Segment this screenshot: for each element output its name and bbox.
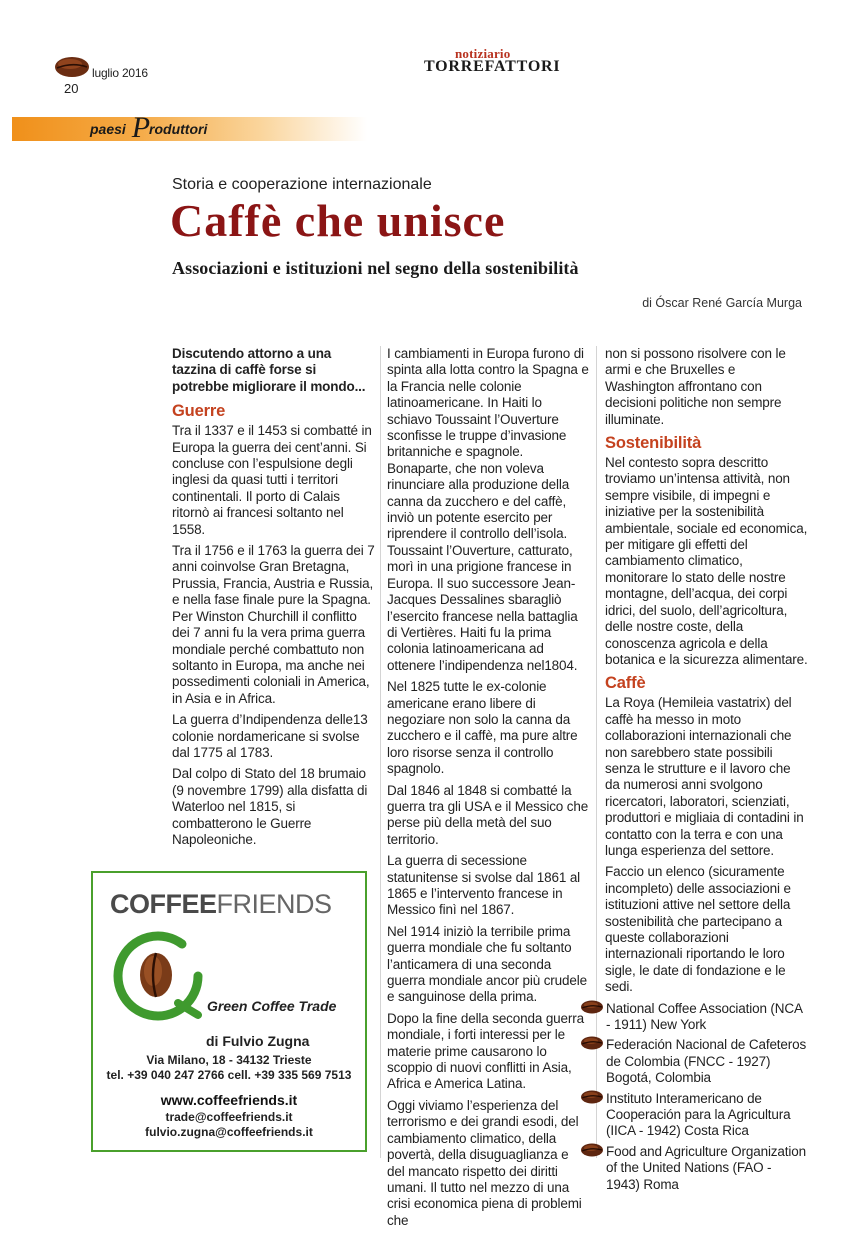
heading-sostenibilita: Sostenibilità — [605, 434, 702, 453]
coffee-bean-logo-icon — [52, 54, 92, 80]
association-text: National Coffee Association (NCA - 1911) New York — [606, 1000, 803, 1033]
coffee-bean-bullet-icon — [579, 999, 605, 1015]
list-item — [585, 1091, 808, 1140]
paragraph: Dal 1846 al 1848 si combatté la guerra tra gli USA e il Messico che perse più della metà del suo territorio. — [387, 782, 589, 847]
ad-tagline: Green Coffee Trade — [207, 998, 337, 1014]
ad-brand-bold: COFFEE — [110, 889, 217, 919]
association-list — [605, 1001, 808, 1193]
ad-brand-light: FRIENDS — [216, 889, 332, 919]
paragraph: La guerra d’Indipendenza delle13 colonie nordamericane si svolse dal 1775 al 1783. — [172, 712, 368, 760]
paragraph: La Roya (Hemileia vastatrix) del caffè ha messo in moto collaborazioni internazionali che non sarebbero state possibili senza le strutture e il lavoro che da numerosi anni svolgono ricercatori, laboratori, scienziati, produttori e migliaia di contadini in contatto con la terra e con una lunga esperienza del settore. — [605, 695, 804, 858]
heading-caffe: Caffè — [605, 674, 646, 693]
paragraph: Dal colpo di Stato del 18 brumaio (9 novembre 1799) alla disfatta di Waterloo nel 1815, si combatterono le Guerre Napoleoniche. — [172, 766, 368, 847]
page-number: 20 — [64, 81, 79, 96]
association-text: Food and Agriculture Organization of the United Nations (FAO - 1943) Roma — [606, 1143, 806, 1192]
article-kicker: Storia e cooperazione internazionale — [172, 176, 432, 193]
ad-website-link[interactable]: www.coffeefriends.it — [160, 1092, 298, 1108]
article-column-3 — [605, 346, 808, 1197]
coffeefriends-advertisement — [91, 871, 367, 1152]
section-label-initial: P — [131, 111, 151, 144]
list-item — [585, 1144, 808, 1193]
article-byline: di Óscar René García Murga — [642, 296, 802, 310]
coffee-bean-bullet-icon — [579, 1142, 605, 1158]
coffee-bean-circle-logo-icon — [112, 931, 204, 1021]
ad-emails — [93, 1110, 365, 1139]
paragraph: Nel 1825 tutte le ex-colonie americane erano libere di negoziare non solo la canna da zucchero e il caffè, ma pure altre loro risorse senza il controllo spagnolo. — [387, 679, 578, 777]
article-subtitle: Associazioni e istituzioni nel segno della sostenibilità — [172, 258, 579, 278]
paragraph: Nel contesto sopra descritto troviamo un’intensa attività, non sempre visibile, di impegni e iniziative per la sostenibilità ambientale, sociale ed economica, per mitigare gli effetti del cambiamento climatico, monitorare lo stato delle nostre montagne, dell’acqua, dei corpi idrici, del suolo, dell’agricoltura, delle nostre coste, della conoscenza agricola e della botanica e la sicurezza alimentare. — [605, 455, 808, 667]
section-label-part1: paesi — [90, 121, 126, 137]
paragraph: I cambiamenti in Europa furono di spinta alla lotta contro la Spagna e la Francia nelle colonie latinoamericane. In Haiti lo schiavo Toussaint l’Ouverture sconfisse le truppe d’invasione britanniche e spagnole. Bonaparte, che non voleva rinunciare alla produzione della canna da zucchero e del caffè, inviò un potente esercito per riprendere il controllo dell’isola. Toussaint l’Ouverture, catturato, morì in una prigione francese in Europa. Il suo successore Jean-Jacques Dessalines sbaragliò l’esercito francese nella battaglia di Vertières. Haiti fu la prima colonia latinoamericana ad ottenere l’indipendenza nel1804. — [387, 346, 589, 673]
paragraph: Oggi viviamo l’esperienza del terrorismo e dei grandi esodi, del cambiamento climatico, della povertà, della disuguaglianza e del mancato rispetto dei diritti umani. Il tutto nel mezzo di una crisi economica piena di problemi che — [387, 1097, 582, 1228]
masthead-title: TORREFATTORI — [424, 58, 561, 75]
ad-brand — [110, 889, 332, 920]
paragraph: Dopo la fine della seconda guerra mondiale, i forti interessi per le materie prime causarono lo scoppio di nuovi conflitti in Asia, Africa e America Latina. — [387, 1010, 584, 1092]
association-text: Federación Nacional de Cafeteros de Colombia (FNCC - 1927) Bogotá, Colombia — [606, 1037, 807, 1086]
column-divider — [380, 346, 381, 1158]
ad-address — [93, 1053, 365, 1083]
association-text: Instituto Interamericano de Cooperación para la Agricultura (IICA - 1942) Costa Rica — [606, 1090, 791, 1139]
article-lead: Discutendo attorno a una tazzina di caffè forse si potrebbe migliorare il mondo... — [172, 346, 366, 394]
masthead-small: notiziario — [455, 46, 511, 61]
ad-street: Via Milano, 18 - 34132 Trieste — [146, 1053, 312, 1067]
section-label — [90, 111, 208, 144]
paragraph: Nel 1914 iniziò la terribile prima guerra mondiale che fu soltanto l’anticamera di una seconda guerra mondiale ancor più crudele e sanguinose della prima. — [387, 923, 587, 1005]
paragraph: Faccio un elenco (sicuramente incompleto) delle associazioni e istituzioni attive nel settore della sostenibilità che partecipano a queste collaborazioni internazionali riportando le loro sigle, le date di fondazione e le sedi. — [605, 864, 791, 995]
article-title: Caffè che unisce — [170, 195, 506, 246]
paragraph: La guerra di secessione statunitense si svolse dal 1861 al 1865 e l’intervento francese in Messico finì nel 1867. — [387, 853, 581, 918]
coffee-bean-bullet-icon — [579, 1089, 605, 1105]
paragraph: Tra il 1337 e il 1453 si combatté in Europa la guerra dei cent’anni. Si concluse con l’espulsione degli inglesi da quasi tutti i territori continentali. Il porto di Calais ritornò ai francesi soltanto nel 1558. — [172, 423, 372, 537]
coffee-bean-bullet-icon — [579, 1035, 605, 1051]
ad-email-trade[interactable]: trade@coffeefriends.it — [165, 1110, 293, 1124]
list-item — [585, 1037, 808, 1086]
paragraph: Tra il 1756 e il 1763 la guerra dei 7 anni coinvolse Gran Bretagna, Prussia, Francia, Austria e Russia, e nella fase finale pure la Spagna. Per Winston Churchill il conflitto dei 7 anni fu la vera prima guerra mondiale perché combattuto non soltanto in Europa, ma anche nei possedimenti coloniali in America, in Asia e in Africa. — [172, 543, 375, 706]
ad-phones: tel. +39 040 247 2766 cell. +39 335 569 7513 — [106, 1068, 352, 1082]
article-column-2 — [387, 346, 589, 1234]
issue-date: luglio 2016 — [92, 66, 148, 80]
section-label-part2: roduttori — [149, 121, 208, 137]
ad-owner: di Fulvio Zugna — [206, 1033, 310, 1049]
heading-guerre: Guerre — [172, 402, 226, 421]
ad-email-personal[interactable]: fulvio.zugna@coffeefriends.it — [145, 1124, 313, 1139]
paragraph: non si possono risolvere con le armi e che Bruxelles e Washington affrontano con decisioni politiche non sempre illuminate. — [605, 346, 786, 427]
article-column-1 — [172, 346, 375, 853]
list-item — [585, 1001, 808, 1034]
